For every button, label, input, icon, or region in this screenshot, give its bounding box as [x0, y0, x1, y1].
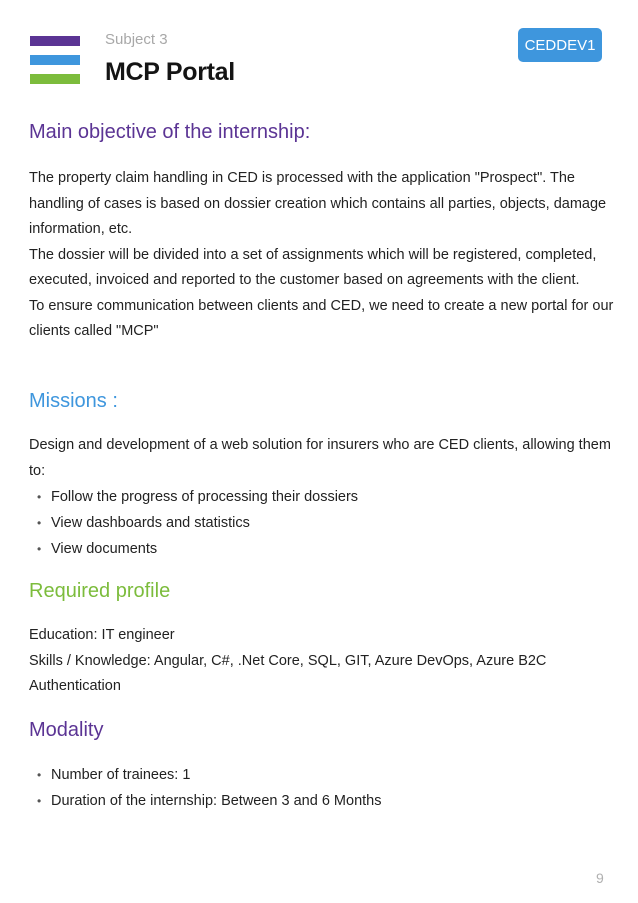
objective-heading: Main objective of the internship: — [29, 121, 311, 143]
reference-badge: CEDDEV1 — [518, 28, 602, 62]
logo-bar-purple — [30, 36, 80, 46]
bullet-icon: • — [37, 794, 42, 808]
list-item — [29, 484, 358, 510]
list-item — [29, 510, 358, 536]
skills-line: Skills / Knowledge: Angular, C#, .Net Core, SQL, GIT, Azure DevOps, Azure B2C Authentication — [29, 652, 547, 694]
list-item — [29, 536, 358, 562]
bullet-icon: • — [37, 490, 42, 504]
bullet-icon: • — [37, 542, 42, 556]
modality-list — [29, 762, 381, 814]
objective-paragraph: The dossier will be divided into a set of assignments which will be registered, completed, executed, invoiced and reported to the customer based on agreements with the client. — [29, 246, 597, 288]
mission-text: View dashboards and statistics — [51, 515, 250, 531]
modality-heading: Modality — [29, 719, 104, 741]
missions-intro: Design and development of a web solution for insurers who are CED clients, allowing them to: — [29, 437, 611, 479]
list-item — [29, 788, 381, 814]
bullet-icon: • — [37, 768, 42, 782]
bullet-icon: • — [37, 516, 42, 530]
profile-text — [29, 623, 614, 700]
objective-paragraph: To ensure communication between clients and CED, we need to create a new portal for our clients called "MCP" — [29, 297, 614, 339]
objective-text — [29, 166, 614, 345]
logo-bar-blue — [30, 55, 80, 65]
page-number: 9 — [596, 870, 604, 886]
objective-paragraph: The property claim handling in CED is processed with the application "Prospect". The handling of cases is based on dossier creation which contains all parties, objects, damage information, etc. — [29, 170, 607, 237]
missions-list — [29, 484, 358, 562]
profile-heading: Required profile — [29, 580, 171, 602]
education-line: Education: IT engineer — [29, 627, 175, 643]
missions-heading: Missions : — [29, 390, 118, 412]
page-title: MCP Portal — [105, 58, 235, 86]
modality-text: Duration of the internship: Between 3 and 6 Months — [51, 793, 382, 809]
mission-text: View documents — [51, 541, 158, 557]
list-item — [29, 762, 381, 788]
mission-text: Follow the progress of processing their dossiers — [51, 489, 359, 505]
subject-label: Subject 3 — [105, 31, 168, 48]
modality-text: Number of trainees: 1 — [51, 767, 191, 783]
logo-bar-green — [30, 74, 80, 84]
